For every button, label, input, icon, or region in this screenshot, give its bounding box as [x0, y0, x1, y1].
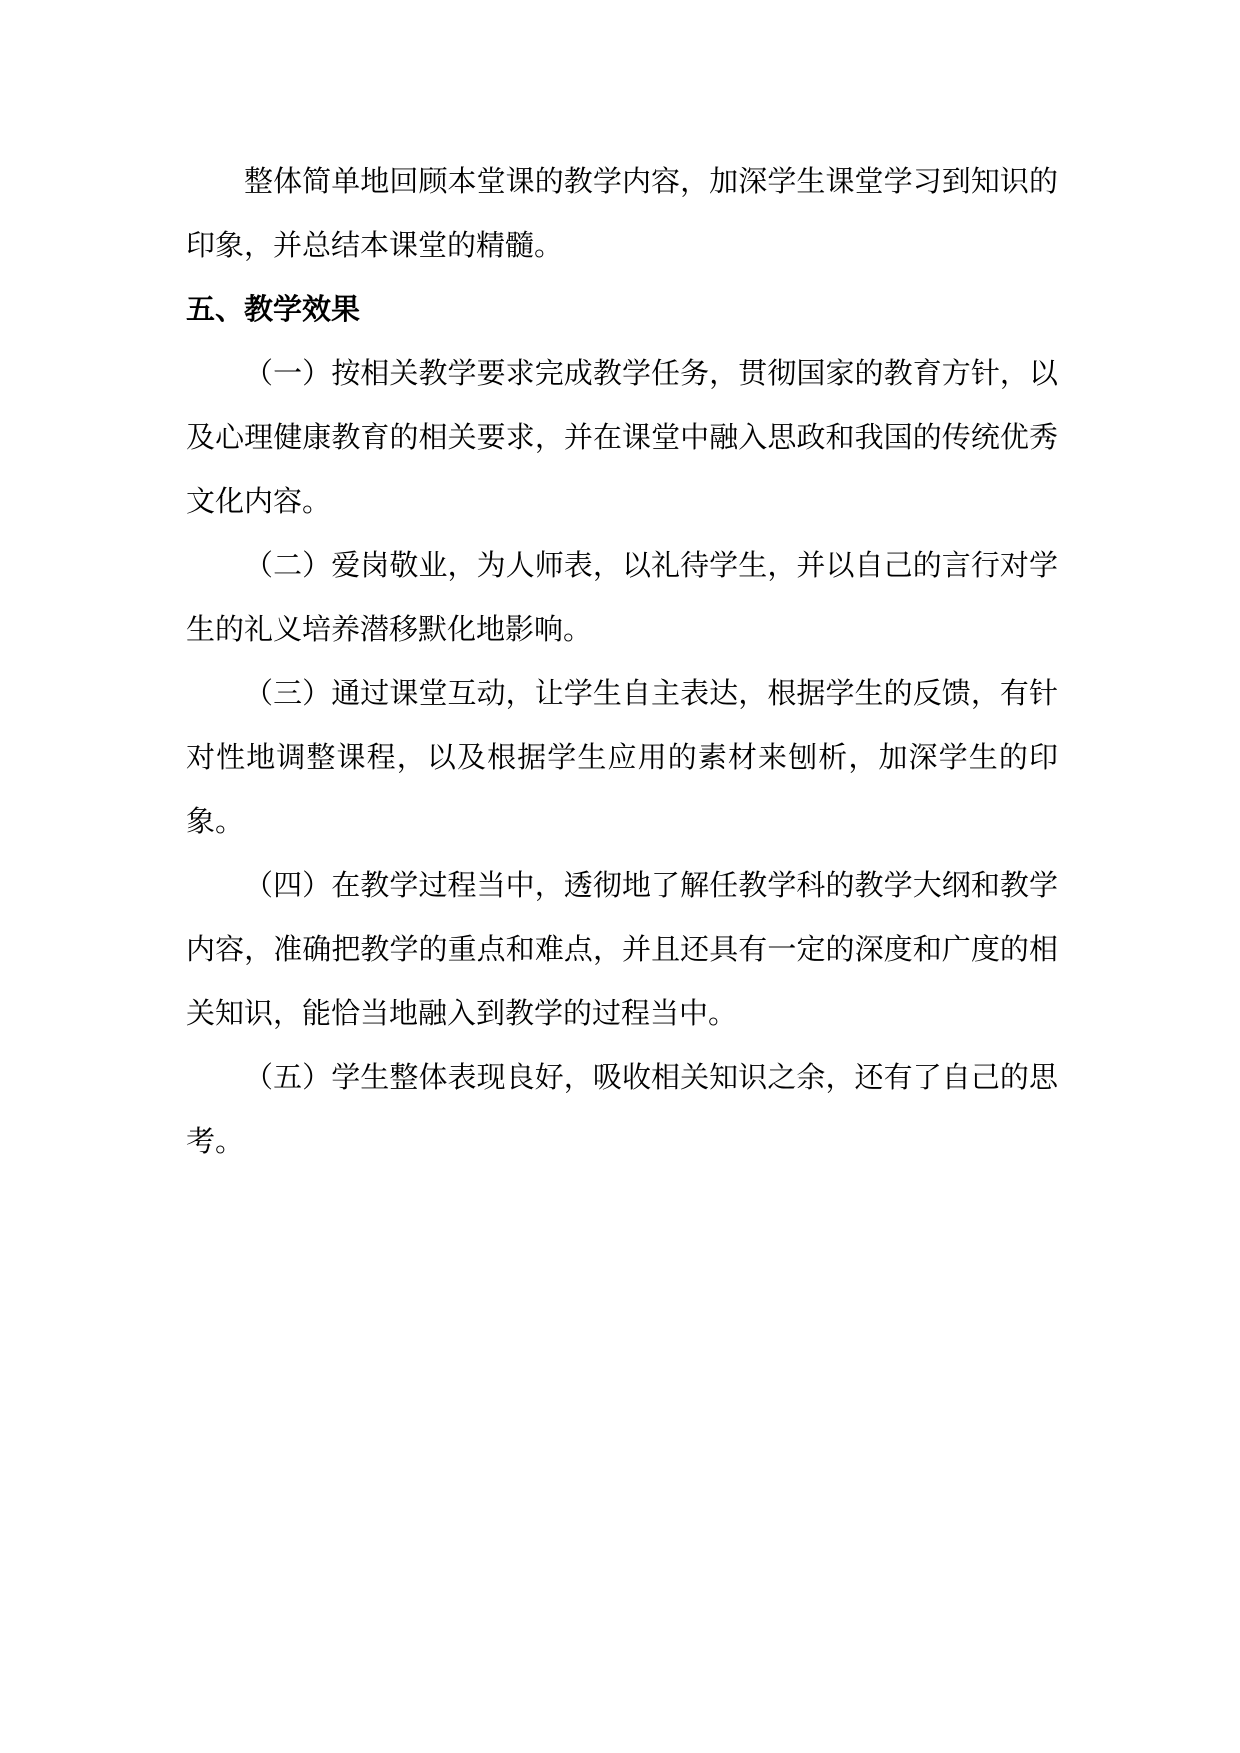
item-paragraph-4: （四）在教学过程当中，透彻地了解任教学科的教学大纲和教学内容，准确把教学的重点和难点，并且还具有一定的深度和广度的相关知识，能恰当地融入到教学的过程当中。 [186, 870, 1058, 1030]
item-paragraph-3: （三）通过课堂互动，让学生自主表达，根据学生的反馈，有针对性地调整课程，以及根据学生应用的素材来刨析，加深学生的印象。 [186, 678, 1058, 838]
item-paragraph-2: （二）爱岗敬业，为人师表，以礼待学生，并以自己的言行对学生的礼义培养潜移默化地影响。 [186, 550, 1058, 646]
item-paragraph-1: （一）按相关教学要求完成教学任务，贯彻国家的教育方针，以及心理健康教育的相关要求，并在课堂中融入思政和我国的传统优秀文化内容。 [186, 358, 1058, 518]
section-heading: 五、教学效果 [186, 294, 361, 326]
intro-paragraph: 整体简单地回顾本堂课的教学内容，加深学生课堂学习到知识的印象，并总结本课堂的精髓。 [186, 166, 1058, 262]
item-paragraph-5: （五）学生整体表现良好，吸收相关知识之余，还有了自己的思考。 [186, 1062, 1058, 1158]
